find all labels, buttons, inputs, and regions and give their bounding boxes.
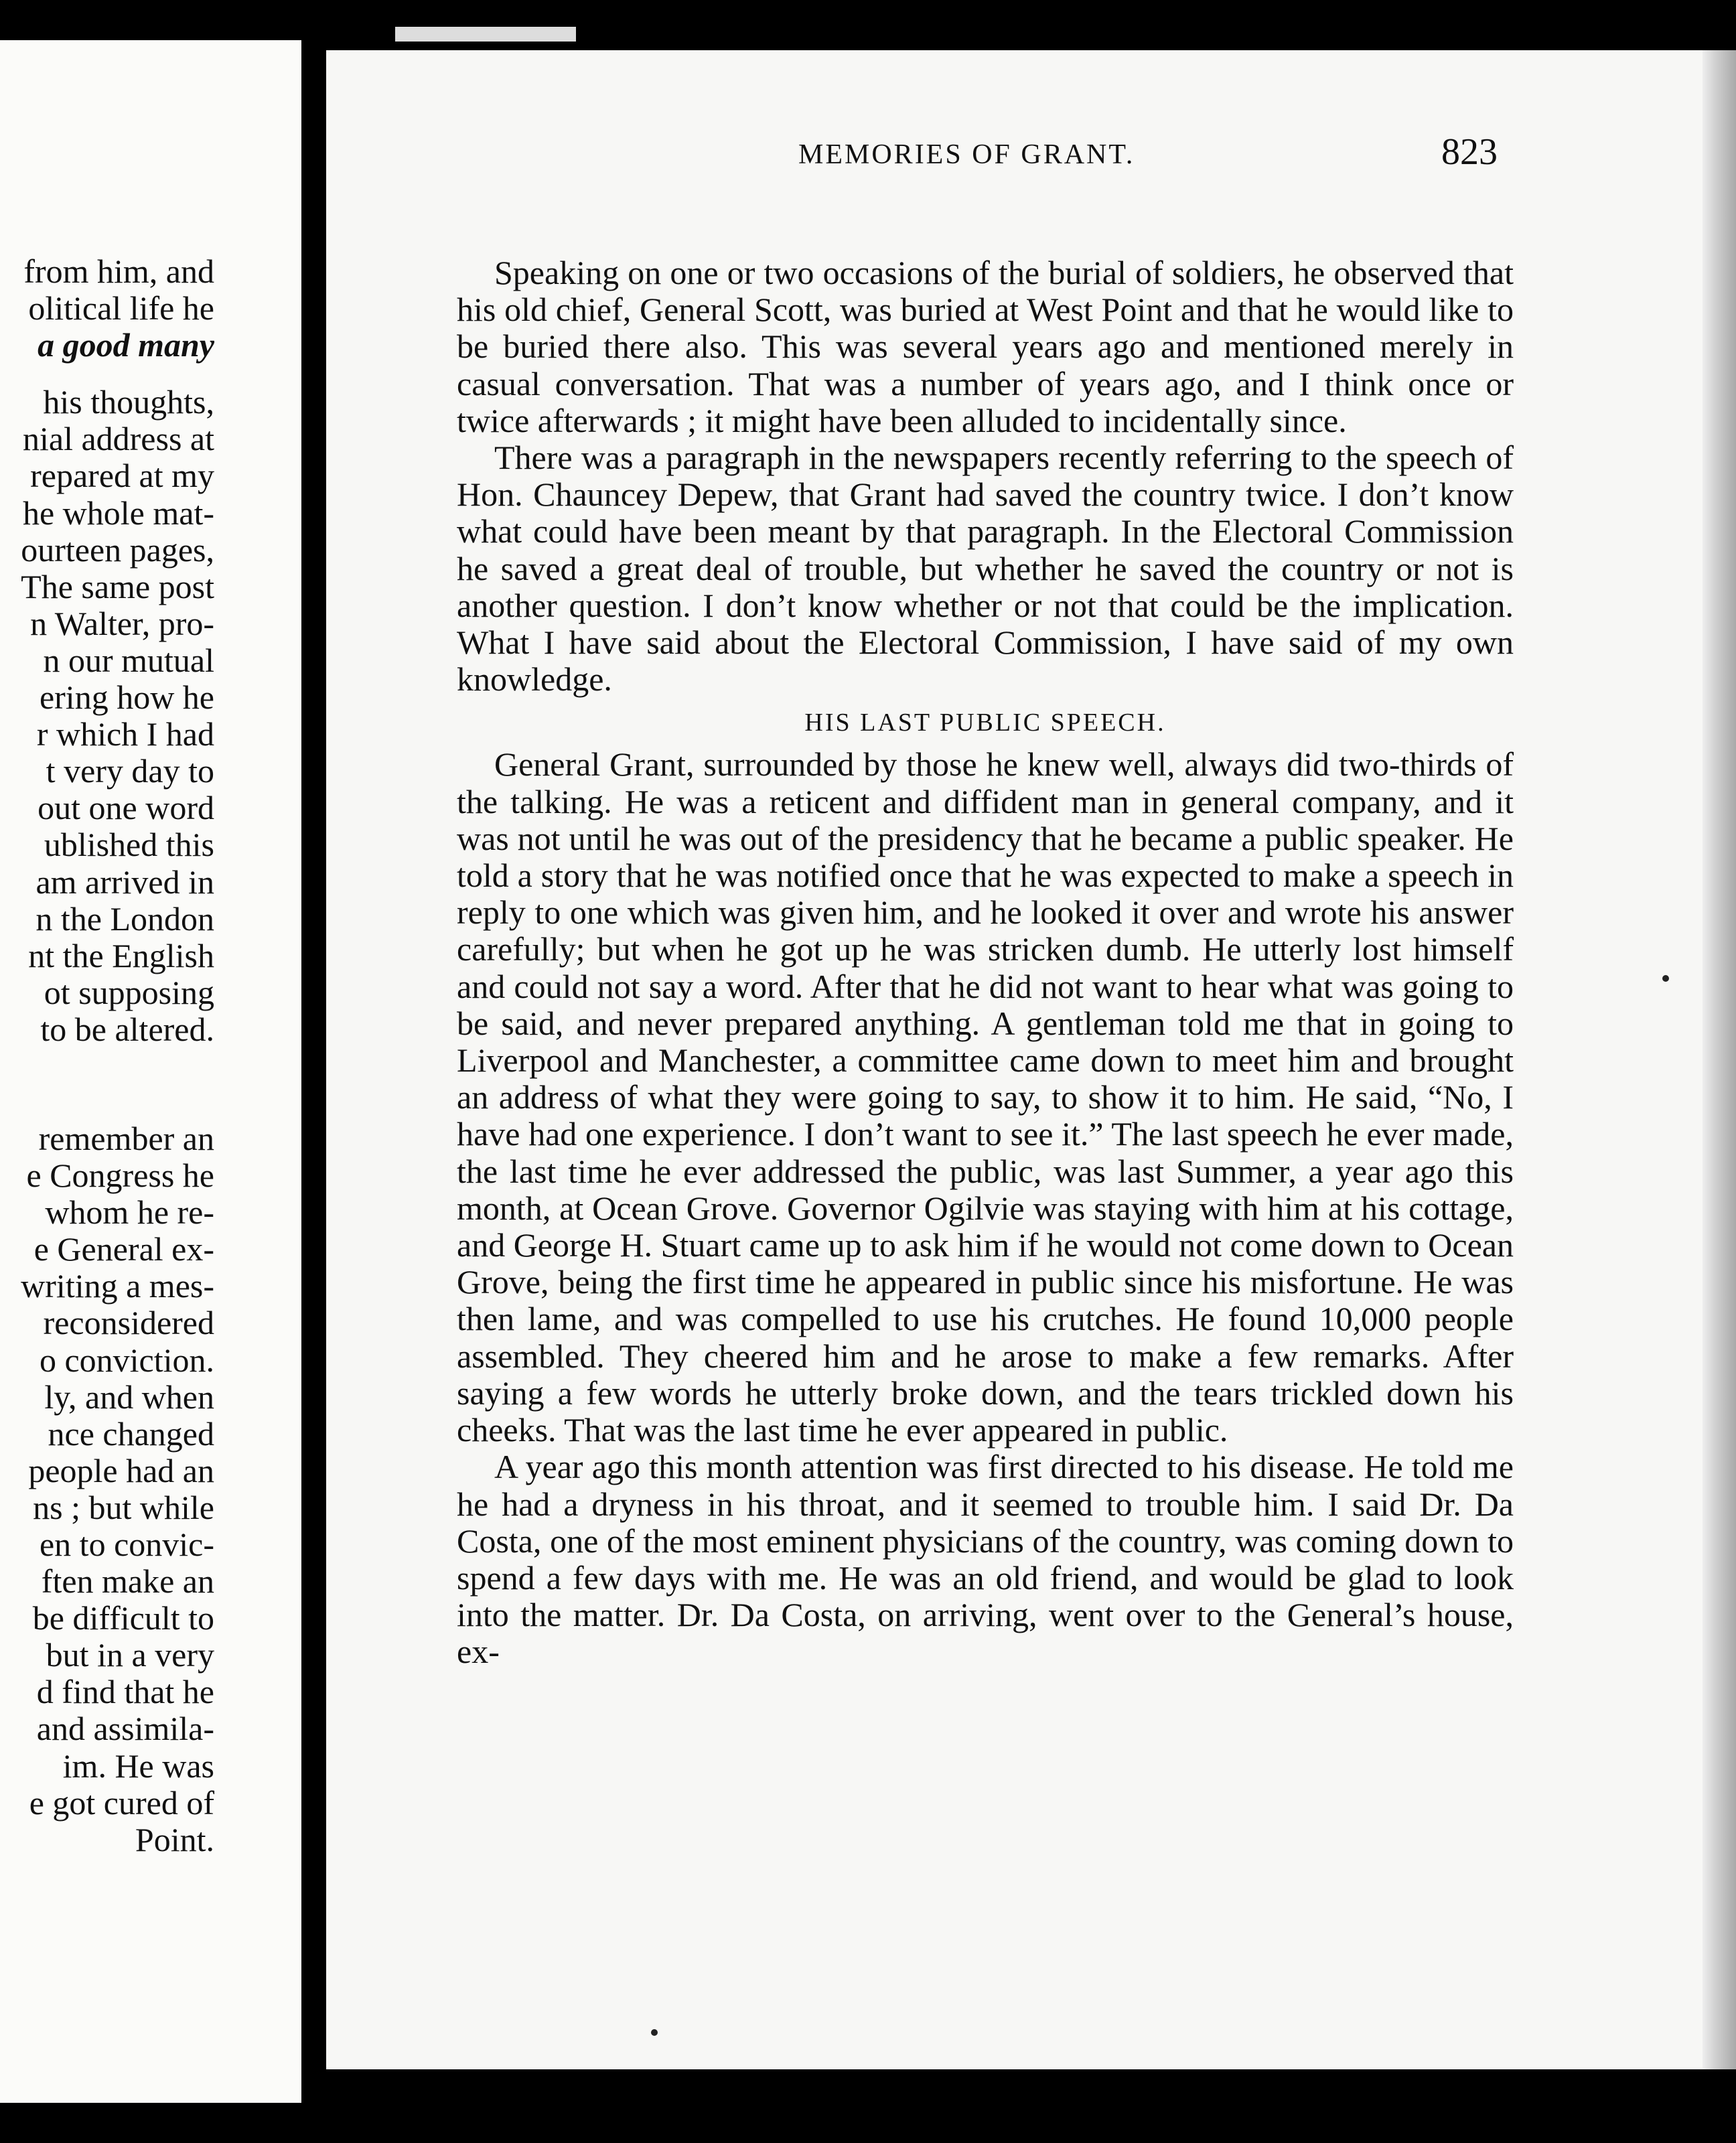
left-page-line: from him, and <box>23 252 214 290</box>
left-page-line: but in a very <box>46 1636 214 1674</box>
ink-speck <box>1662 975 1669 982</box>
left-page-line: his thoughts, <box>43 383 214 421</box>
left-page-line: ublished this <box>44 826 214 864</box>
left-page-line: t very day to <box>46 752 214 790</box>
left-page <box>0 40 301 2103</box>
left-page-line: e got cured of <box>29 1783 214 1822</box>
left-page-line: whom he re- <box>45 1193 214 1232</box>
left-page-line: am arrived in <box>35 863 214 901</box>
left-page-line: r which I had <box>36 715 214 753</box>
left-page-line: ering how he <box>39 678 214 717</box>
left-page-line: olitical life he <box>28 289 214 327</box>
left-page-line: reconsidered <box>43 1304 214 1342</box>
left-page-line: nce changed <box>48 1414 214 1453</box>
left-page-line: ften make an <box>41 1562 214 1601</box>
left-page-line: ourteen pages, <box>21 530 214 569</box>
left-page-line: im. He was <box>62 1747 214 1785</box>
page-top-scrap <box>395 27 576 42</box>
left-page-line: e General ex- <box>33 1230 214 1268</box>
paragraph: Speaking on one or two occasions of the burial of soldiers, he observed that his old chief, General Scott, was buried at West Point and that he would like to be buried there also. This was several years ago and mentioned merely in casual conversation. That was a number of years ago, and I think once or twice afterwards ; it might have been alluded to incidentally since. <box>457 254 1514 439</box>
left-page-line: d find that he <box>36 1673 214 1711</box>
left-page-line: repared at my <box>30 457 214 495</box>
left-page-line: The same post <box>21 567 214 605</box>
left-page-line: be difficult to <box>32 1599 214 1637</box>
left-page-line: ns ; but while <box>33 1488 214 1526</box>
paragraph: A year ago this month attention was first directed to his disease. He told me he had a dryness in his throat, and it seemed to trouble him. I said Dr. Da Costa, one of the most eminent physicians of the country, was coming down to spend a few days with me. He was an old friend, and would be glad to look into the matter. Dr. Da Costa, on arriving, went over to the General’s house, ex- <box>457 1448 1514 1671</box>
left-page-line: he whole mat- <box>22 494 214 532</box>
left-page-line: ly, and when <box>44 1378 214 1416</box>
left-page-line: ot supposing <box>44 973 214 1011</box>
left-page-line: remember an <box>38 1119 214 1157</box>
left-page-line: writing a mes- <box>21 1267 214 1305</box>
left-page-gap <box>0 364 301 384</box>
paragraph: There was a paragraph in the newspapers recently referring to the speech of Hon. Chauncey Depew, that Grant had saved the country twice. I don’t know what could have been meant by that paragraph. In the Electoral Commission he saved a great deal of trouble, but whether he saved the country or not is another question. I don’t know whether or not that could be the implication. What I have said about the Electoral Commission, I have said of my own knowledge. <box>457 439 1514 698</box>
left-page-line: people had an <box>28 1451 214 1489</box>
paragraph: General Grant, surrounded by those he knew well, always did two-thirds of the talking. He was a reticent and diffident man in general company, and it was not until he was out of the presidency that he became a public speaker. He told a story that he was notified once that he was expected to make a speech in reply to one which was given him, and he looked it over and wrote his answer carefully; but when he got up he was stricken dumb. He utterly lost himself and could not say a word. After that he did not want to hear what was going to be said, and never prepared anything. A gentleman told me that in going to Liverpool and Manchester, a committee came down to meet him and brought an address of what they were going to say, to show it to him. He said, “No, I have had one experience. I don’t want to see it.” The last speech he ever made, the last time he ever addressed the public, was last Summer, a year ago this month, at Ocean Grove. Governor Ogilvie was staying with him at his cottage, and George H. Stuart came up to ask him if he would not come down to Ocean Grove, being the first time he appeared in public since his misfortune. He was then lame, and was compelled to use his crutches. He found 10,000 people assembled. They cheered him and he arose to make a few remarks. After saying a few words he utterly broke down, and the tears trickled down his cheeks. That was the last time he ever appeared in public. <box>457 745 1514 1449</box>
running-title: MEMORIES OF GRANT. <box>798 139 1135 170</box>
left-page-line: a good many <box>38 326 214 364</box>
left-page-text <box>0 253 301 1858</box>
main-text <box>457 254 1514 1671</box>
left-page-line: n the London <box>35 899 214 938</box>
left-page-line: e Congress he <box>26 1157 214 1195</box>
section-heading: HIS LAST PUBLIC SPEECH. <box>804 709 1166 737</box>
left-page-gap <box>0 1048 301 1120</box>
page-edge <box>1703 50 1736 2069</box>
page-number: 823 <box>1441 131 1498 173</box>
left-page-line: nt the English <box>28 936 214 974</box>
page-header <box>457 131 1528 184</box>
left-page-line: Point. <box>135 1820 214 1858</box>
left-page-line: to be altered. <box>40 1010 214 1048</box>
left-page-line: out one word <box>38 789 214 827</box>
ink-speck <box>651 2029 658 2036</box>
left-page-line: n our mutual <box>43 641 214 679</box>
left-page-line: o conviction. <box>39 1341 214 1379</box>
left-page-line: n Walter, pro- <box>30 604 214 642</box>
left-page-line: and assimila- <box>36 1710 214 1748</box>
left-page-line: en to convic- <box>39 1526 214 1563</box>
left-page-line: nial address at <box>22 420 214 458</box>
